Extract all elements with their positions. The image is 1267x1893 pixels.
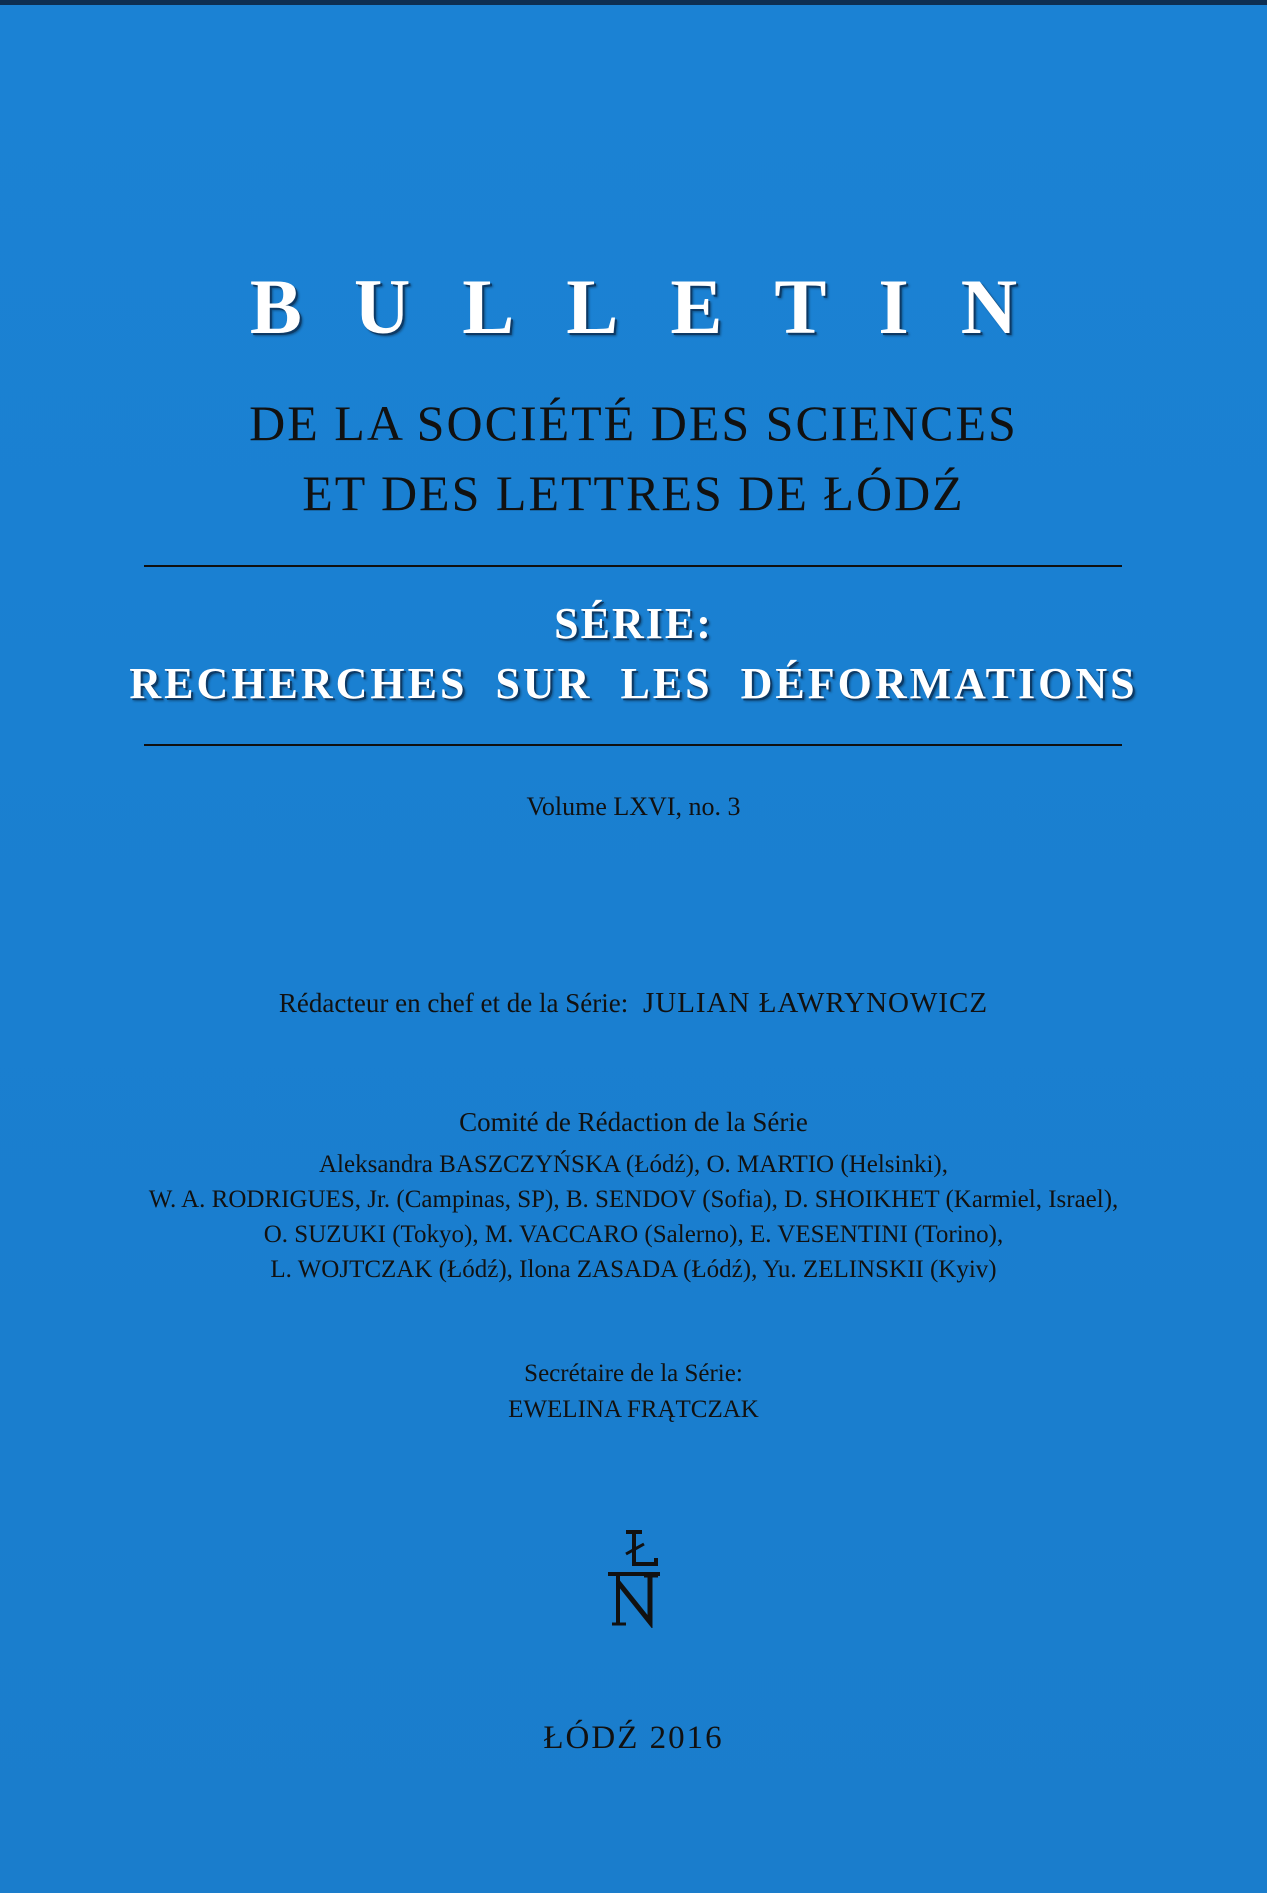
serie-label: SÉRIE: <box>554 599 713 648</box>
committee-line: L. WOJTCZAK (Łódź), Ilona ZASADA (Łódź), Yu. ZELINSKII (Kyiv) <box>270 1256 997 1283</box>
secretary-name: EWELINA FRĄTCZAK <box>508 1396 759 1423</box>
secretary-label: Secrétaire de la Série: <box>524 1360 743 1387</box>
bulletin-title: BULLETIN <box>249 263 1070 350</box>
place-and-year: ŁÓDŹ 2016 <box>543 1720 724 1756</box>
society-logo-icon <box>604 1528 664 1628</box>
editor-in-chief <box>0 985 1267 1021</box>
committee-members <box>0 1147 1267 1287</box>
society-name <box>0 388 1267 528</box>
editor-name: JULIAN ŁAWRYNOWICZ <box>642 987 989 1019</box>
committee-title: Comité de Rédaction de la Série <box>459 1107 808 1137</box>
volume-number: Volume LXVI, no. 3 <box>526 792 741 821</box>
society-name-line-1: DE LA SOCIÉTÉ DES SCIENCES <box>249 395 1018 451</box>
committee-line: O. SUZUKI (Tokyo), M. VACCARO (Salerno), E. VESENTINI (Torino), <box>263 1221 1004 1248</box>
committee-line: W. A. RODRIGUES, Jr. (Campinas, SP), B. SENDOV (Sofia), D. SHOIKHET (Karmiel, Israel), <box>148 1186 1119 1213</box>
editor-label: Rédacteur en chef et de la Série: <box>278 988 629 1018</box>
society-name-line-2: ET DES LETTRES DE ŁÓDŹ <box>302 465 965 521</box>
serie-heading <box>0 594 1267 714</box>
serie-name: RECHERCHES SUR LES DÉFORMATIONS <box>129 659 1138 708</box>
top-edge-line <box>0 0 1267 5</box>
committee-line: Aleksandra BASZCZYŃSKA (Łódź), O. MARTIO (Helsinki), <box>319 1151 948 1178</box>
divider-bottom <box>144 744 1122 746</box>
divider-top <box>144 565 1122 567</box>
